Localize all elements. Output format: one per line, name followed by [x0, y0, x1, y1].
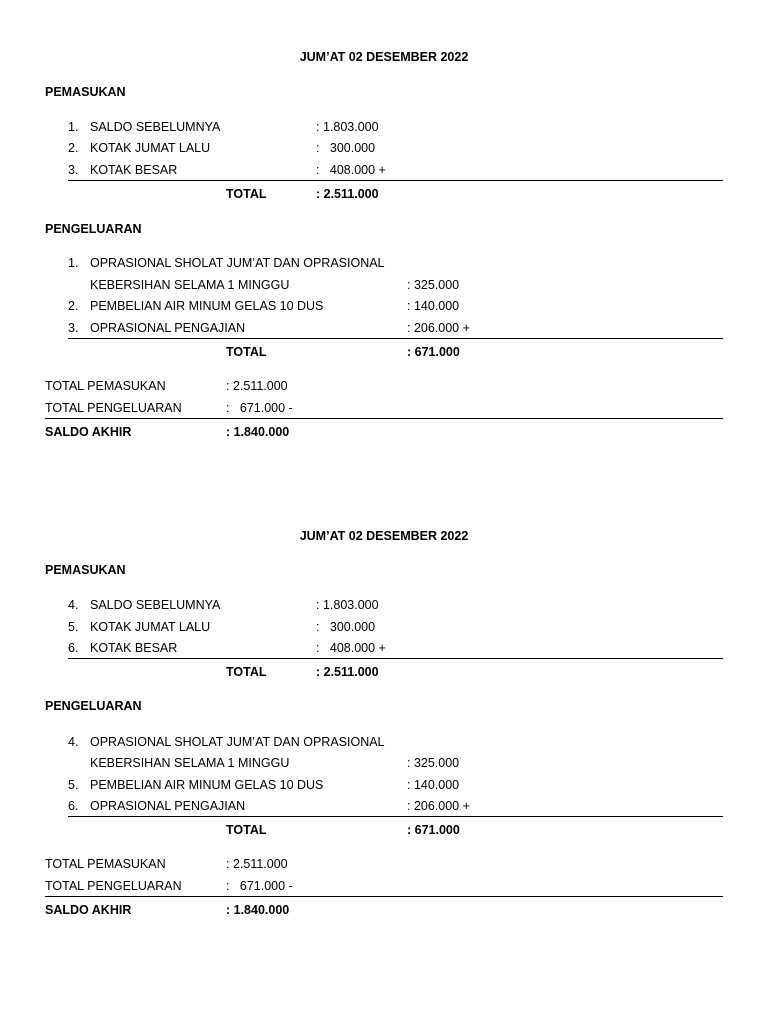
expense-item-label: KEBERSIHAN SELAMA 1 MINGGU — [90, 756, 290, 770]
expense-item-label: PEMBELIAN AIR MINUM GELAS 10 DUS — [90, 299, 324, 313]
divider-line — [45, 418, 723, 419]
expense-item-label: PEMBELIAN AIR MINUM GELAS 10 DUS — [90, 778, 324, 792]
expense-heading: PENGELUARAN — [45, 699, 142, 713]
income-total-value: : 2.511.000 — [316, 665, 379, 679]
divider-line — [45, 896, 723, 897]
expense-item-num: 1. — [68, 256, 79, 270]
income-item-num: 6. — [68, 641, 79, 655]
summary-income-value: : 2.511.000 — [226, 379, 288, 393]
income-item-value: : 300.000 — [316, 141, 376, 155]
income-item-label: KOTAK JUMAT LALU — [90, 620, 211, 634]
final-balance-label: SALDO AKHIR — [45, 903, 132, 917]
expense-item-value: : 206.000 + — [407, 799, 470, 813]
summary-expense-value: : 671.000 - — [226, 401, 293, 415]
summary-income-label: TOTAL PEMASUKAN — [45, 379, 166, 393]
summary-expense-label: TOTAL PENGELUARAN — [45, 401, 182, 415]
divider-line — [68, 658, 723, 659]
expense-item-label: OPRASIONAL PENGAJIAN — [90, 799, 246, 813]
expense-total-label: TOTAL — [226, 345, 267, 359]
final-balance-value: : 1.840.000 — [226, 425, 290, 439]
expense-total-value: : 671.000 — [407, 823, 460, 837]
expense-item-num: 5. — [68, 778, 79, 792]
summary-income-label: TOTAL PEMASUKAN — [45, 857, 166, 871]
income-total-label: TOTAL — [226, 187, 267, 201]
income-item-value: : 300.000 — [316, 620, 376, 634]
income-item-value: : 1.803.000 — [316, 120, 379, 134]
expense-item-value: : 140.000 — [407, 299, 460, 313]
income-item-num: 1. — [68, 120, 79, 134]
summary-income-value: : 2.511.000 — [226, 857, 288, 871]
final-balance-value: : 1.840.000 — [226, 903, 290, 917]
report-1 — [0, 0, 768, 480]
income-item-label: KOTAK BESAR — [90, 641, 178, 655]
expense-heading: PENGELUARAN — [45, 222, 142, 236]
income-item-label: KOTAK JUMAT LALU — [90, 141, 211, 155]
report-title: JUM’AT 02 DESEMBER 2022 — [299, 529, 469, 543]
income-item-value: : 408.000 + — [316, 163, 386, 177]
expense-item-label: KEBERSIHAN SELAMA 1 MINGGU — [90, 278, 290, 292]
expense-item-label: OPRASIONAL PENGAJIAN — [90, 321, 246, 335]
income-item-value: : 408.000 + — [316, 641, 386, 655]
income-item-num: 5. — [68, 620, 79, 634]
expense-item-num: 2. — [68, 299, 79, 313]
expense-item-value: : 140.000 — [407, 778, 460, 792]
expense-item-num: 3. — [68, 321, 79, 335]
expense-item-label: OPRASIONAL SHOLAT JUM’AT DAN OPRASIONAL — [90, 256, 385, 270]
income-item-label: SALDO SEBELUMNYA — [90, 598, 221, 612]
divider-line — [68, 180, 723, 181]
income-total-value: : 2.511.000 — [316, 187, 379, 201]
expense-item-num: 4. — [68, 735, 79, 749]
expense-item-num: 6. — [68, 799, 79, 813]
report-2 — [0, 479, 768, 959]
divider-line — [68, 816, 723, 817]
report-title: JUM’AT 02 DESEMBER 2022 — [299, 50, 469, 64]
income-item-label: SALDO SEBELUMNYA — [90, 120, 221, 134]
income-heading: PEMASUKAN — [45, 563, 126, 577]
summary-expense-value: : 671.000 - — [226, 879, 293, 893]
income-item-num: 4. — [68, 598, 79, 612]
income-item-num: 2. — [68, 141, 79, 155]
divider-line — [68, 338, 723, 339]
income-total-label: TOTAL — [226, 665, 267, 679]
summary-expense-label: TOTAL PENGELUARAN — [45, 879, 182, 893]
expense-item-label: OPRASIONAL SHOLAT JUM’AT DAN OPRASIONAL — [90, 735, 385, 749]
final-balance-label: SALDO AKHIR — [45, 425, 132, 439]
income-item-num: 3. — [68, 163, 79, 177]
expense-item-value: : 206.000 + — [407, 321, 470, 335]
income-item-label: KOTAK BESAR — [90, 163, 178, 177]
expense-total-value: : 671.000 — [407, 345, 460, 359]
expense-total-label: TOTAL — [226, 823, 267, 837]
expense-item-value: : 325.000 — [407, 756, 460, 770]
income-item-value: : 1.803.000 — [316, 598, 379, 612]
expense-item-value: : 325.000 — [407, 278, 460, 292]
income-heading: PEMASUKAN — [45, 85, 126, 99]
